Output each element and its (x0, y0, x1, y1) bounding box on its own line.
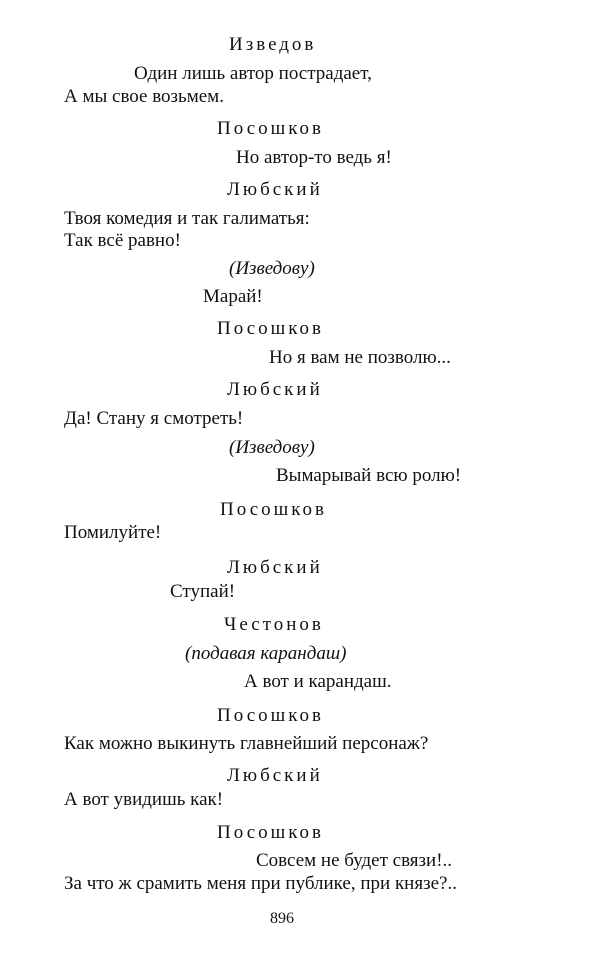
verse-line: Один лишь автор пострадает, (134, 63, 372, 84)
verse-line: Как можно выкинуть главнейший персонаж? (64, 733, 429, 754)
speaker-name: Любский (227, 765, 323, 786)
verse-line: Но я вам не позволю... (269, 347, 451, 368)
verse-line: Совсем не будет связи!.. (256, 850, 453, 871)
verse-line: Марай! (203, 286, 263, 307)
speaker-name: Посошков (217, 705, 324, 726)
verse-line: А вот и карандаш. (244, 671, 392, 692)
verse-line: А вот увидишь как! (64, 789, 224, 810)
verse-line: Вымарывай всю ролю! (276, 465, 462, 486)
verse-line: А мы свое возьмем. (64, 86, 224, 107)
speaker-name: Любский (227, 557, 323, 578)
verse-line: Ступай! (170, 581, 236, 602)
page-number: 896 (270, 910, 294, 927)
verse-line: Так всё равно! (64, 230, 181, 251)
speaker-name: Любский (227, 379, 323, 400)
verse-line: Да! Стану я смотреть! (64, 408, 244, 429)
speaker-name: Посошков (217, 318, 324, 339)
stage-direction: (Изведову) (229, 258, 315, 279)
verse-line: Твоя комедия и так галиматья: (64, 208, 310, 229)
speaker-name: Посошков (217, 822, 324, 843)
verse-line: За что ж срамить меня при публике, при князе?.. (64, 873, 457, 894)
stage-direction: (подавая карандаш) (185, 643, 347, 664)
speaker-name: Изведов (229, 34, 317, 55)
verse-line: Но автор-то ведь я! (236, 147, 392, 168)
speaker-name: Любский (227, 179, 323, 200)
speaker-name: Посошков (217, 118, 324, 139)
speaker-name: Посошков (220, 499, 327, 520)
speaker-name: Честонов (224, 614, 324, 635)
stage-direction: (Изведову) (229, 437, 315, 458)
verse-line: Помилуйте! (64, 522, 162, 543)
